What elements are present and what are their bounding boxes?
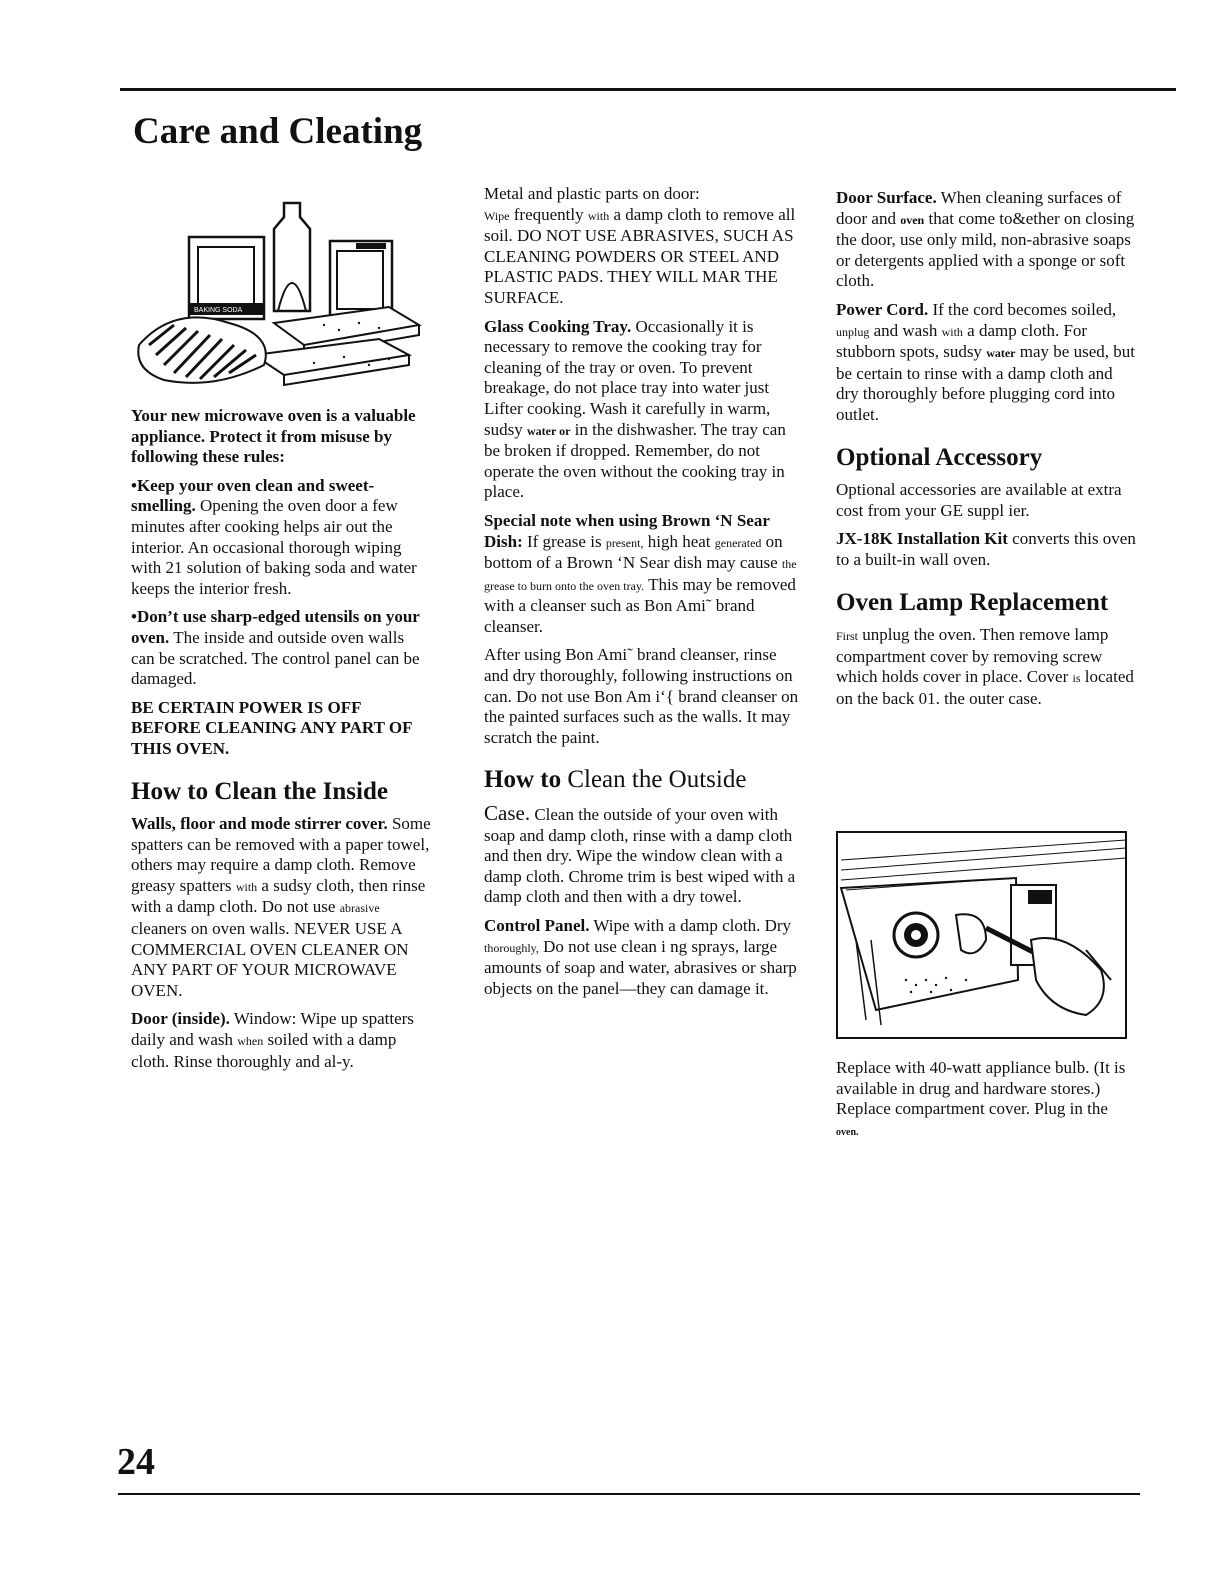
rule-no-sharp-utensils: •Don’t use sharp-edged utensils on your oven. The inside and outside oven walls can be scratched. The control panel can be damaged. [131, 607, 420, 689]
bottom-rule [118, 1493, 1140, 1495]
column-left [131, 406, 431, 1080]
brown-n-sear-paragraph: Special note when using Brown ‘N Sear Dish: If grease is present, high heat generated on bottom of a Brown ‘N Sear dish may cause the grease to burn onto the oven tray. This may be removed with a cleanser such as Bon Ami˜ brand cleanser. [484, 510, 797, 636]
walls-floor-paragraph: Walls, floor and mode stirrer cover. Some spatters can be removed with a paper towel, others may require a damp cloth. Remove greasy spatters with a sudsy cloth, then rinse with a damp cloth. Do not use abrasive cleaners on oven walls. NEVER USE A COMMERCIAL OVEN CLEANER ON ANY PART OF YOUR MICROWAVE OVEN. [131, 814, 431, 1000]
accessory-paragraph: Optional accessories are available at extra cost from your GE suppl ier. [836, 480, 1122, 520]
replace-bulb-paragraph: Replace with 40-watt appliance bulb. (It is available in drug and hardware stores.) Replace compartment cover. Plug in the oven. [836, 1058, 1126, 1138]
case-paragraph: Case. Clean the outside of your oven with soap and damp cloth, rinse with a damp cloth and then dry. Wipe the window clean with a damp cloth. Chrome trim is best wiped with a damp cloth and then with a dry towel. [484, 801, 796, 907]
power-off-warning: BE CERTAIN POWER IS OFF BEFORE CLEANING ANY PART OF THIS OVEN. [131, 697, 412, 758]
after-bon-ami-paragraph: After using Bon Ami˜ brand cleanser, rinse and dry thoroughly, following instructions on can. Do not use Bon Am i‘{ brand cleanser on the painted surfaces such as the walls. It may scratch the paint. [484, 645, 799, 747]
intro-paragraph: Your new microwave oven is a valuable appliance. Protect it from misuse by following these rules: [131, 406, 416, 467]
installation-kit-paragraph: JX-18K Installation Kit converts this oven to a built-in wall oven. [836, 529, 1136, 569]
lamp-replacement-illustration [836, 830, 1128, 1040]
top-rule [120, 88, 1176, 91]
control-panel-paragraph: Control Panel. Wipe with a damp cloth. Dry thoroughly, Do not use clean i ng sprays, large amounts of soap and water, abrasives or sharp objects on the panel—they can damage it. [484, 916, 797, 998]
door-surface-paragraph: Door Surface. When cleaning surfaces of door and oven that come to&ether on closing the door, use only mild, non-abrasive soaps or detergents applied with a sponge or soft cloth. [836, 188, 1135, 291]
heading-clean-outside: How to Clean the Outside [484, 766, 747, 794]
lamp-instructions-paragraph: First unplug the oven. Then remove lamp compartment cover by removing screw which holds cover in place. Cover is located on the back 01. the outer case. [836, 625, 1134, 708]
heading-clean-inside: How to Clean the Inside [131, 777, 388, 805]
page-title: Care and Cleating [133, 111, 423, 152]
page-number: 24 [117, 1441, 155, 1483]
column-right [836, 188, 1136, 717]
power-cord-paragraph: Power Cord. If the cord becomes soiled, unplug and wash with a damp cloth. For stubborn spots, sudsy water may be used, but be certain to rinse with a damp cloth and dry thoroughly before plugging cord into outlet. [836, 299, 1135, 424]
heading-optional-accessory: Optional Accessory [836, 443, 1043, 471]
column-middle [484, 184, 799, 1007]
door-inside-paragraph: Door (inside). Window: Wipe up spatters daily and wash when soiled with a damp cloth. Rinse thoroughly and al-y. [131, 1009, 414, 1071]
glass-tray-paragraph: Glass Cooking Tray. Occasionally it is necessary to remove the cooking tray for cleaning of the tray or oven. To prevent breakage, do not place tray into water just Lifter cooking. Wash it carefully in warm, sudsy water or in the dishwasher. The tray can be broken if dropped. Remember, do not operate the oven without the cooking tray in place. [484, 316, 786, 502]
metal-plastic-paragraph: Metal and plastic parts on door: Wipe frequently with a damp cloth to remove all soil. DO NOT USE ABRASIVES, SUCH AS CLEANING POWDERS OR STEEL AND PLASTIC PADS. THEY WILL MAR THE SURFACE. [484, 184, 796, 307]
cleaning-supplies-illustration [134, 195, 434, 390]
heading-oven-lamp: Oven Lamp Replacement [836, 588, 1109, 616]
baking-soda-box-label: BAKING SODA [194, 307, 243, 314]
rule-keep-clean: •Keep your oven clean and sweet-smelling. Opening the oven door a few minutes after cooking helps air out the interior. An occasional thorough wiping with 21 solution of baking soda and water keeps the interior fresh. [131, 475, 417, 598]
lamp-replace-text [836, 1058, 1126, 1151]
